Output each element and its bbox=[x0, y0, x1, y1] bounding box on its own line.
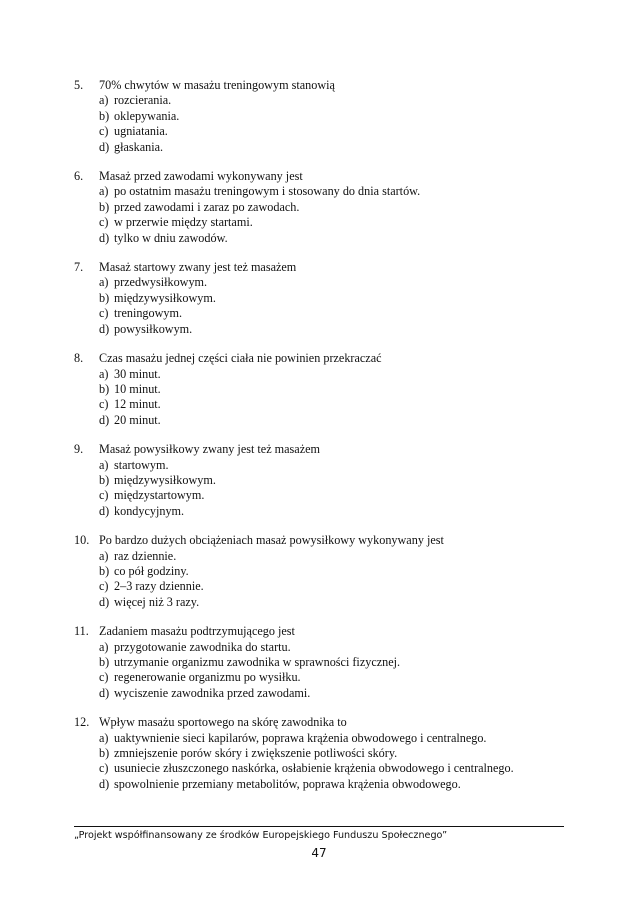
answer-text: raz dziennie. bbox=[114, 548, 177, 563]
answer-letter: b) bbox=[99, 108, 110, 123]
answer-option bbox=[99, 504, 574, 519]
answer-text: więcej niż 3 razy. bbox=[114, 594, 200, 609]
answer-list bbox=[74, 458, 574, 520]
answer-letter: b) bbox=[99, 655, 110, 669]
answer-letter: c) bbox=[99, 761, 109, 776]
answer-letter: a) bbox=[99, 184, 109, 199]
answer-letter: c) bbox=[99, 488, 109, 503]
answer-option bbox=[99, 184, 574, 199]
answer-letter: d) bbox=[99, 594, 110, 609]
answer-letter: d) bbox=[99, 412, 110, 427]
answer-letter: b) bbox=[99, 199, 110, 214]
answer-option bbox=[99, 291, 574, 306]
answer-option bbox=[99, 322, 574, 337]
answer-letter: a) bbox=[99, 93, 109, 108]
answer-option bbox=[99, 397, 574, 412]
answer-letter: c) bbox=[99, 124, 109, 139]
question-item bbox=[74, 351, 574, 428]
question-text: Masaż startowy zwany jest też masażem bbox=[99, 260, 297, 275]
answer-list bbox=[74, 549, 574, 611]
answer-option bbox=[99, 231, 574, 246]
answer-option bbox=[99, 215, 574, 230]
question-item bbox=[74, 169, 574, 246]
answer-option bbox=[99, 670, 574, 685]
answer-letter: d) bbox=[99, 230, 110, 245]
footer-divider bbox=[74, 826, 564, 827]
answer-list bbox=[74, 640, 574, 702]
answer-text: międzywysiłkowym. bbox=[114, 290, 216, 305]
answer-option bbox=[99, 413, 574, 428]
answer-text: usuniecie złuszczonego naskórka, osłabienie krążenia obwodowego i centralnego. bbox=[114, 761, 514, 776]
answer-text: utrzymanie organizmu zawodnika w sprawności fizycznej. bbox=[114, 655, 401, 669]
answer-text: przygotowanie zawodnika do startu. bbox=[114, 639, 291, 654]
answer-text: tylko w dniu zawodów. bbox=[114, 230, 228, 245]
answer-option bbox=[99, 488, 574, 503]
answer-letter: c) bbox=[99, 215, 109, 230]
question-header bbox=[74, 351, 574, 366]
question-item bbox=[74, 533, 574, 610]
question-text: 70% chwytów w masażu treningowym stanowią bbox=[99, 78, 335, 92]
question-header bbox=[74, 169, 574, 184]
answer-letter: d) bbox=[99, 685, 110, 700]
question-text: Wpływ masażu sportowego na skórę zawodnika to bbox=[99, 715, 347, 730]
answer-option bbox=[99, 140, 574, 155]
answer-text: 20 minut. bbox=[114, 412, 161, 427]
question-number: 8. bbox=[74, 351, 84, 366]
answer-text: 2–3 razy dziennie. bbox=[114, 579, 204, 594]
question-number: 7. bbox=[74, 260, 84, 275]
answer-text: zmniejszenie porów skóry i zwiększenie potliwości skóry. bbox=[114, 746, 398, 761]
answer-option bbox=[99, 93, 574, 108]
answer-text: po ostatnim masażu treningowym i stosowany do dnia startów. bbox=[114, 184, 421, 199]
question-number: 5. bbox=[74, 78, 84, 92]
answer-text: ugniatania. bbox=[114, 124, 168, 139]
answer-letter: a) bbox=[99, 366, 109, 381]
question-number: 11. bbox=[74, 624, 89, 639]
question-item bbox=[74, 78, 574, 155]
answer-letter: a) bbox=[99, 275, 109, 290]
answer-letter: d) bbox=[99, 776, 110, 791]
answer-letter: b) bbox=[99, 290, 110, 305]
answer-text: wyciszenie zawodnika przed zawodami. bbox=[114, 685, 311, 700]
page-number: 47 bbox=[311, 846, 327, 860]
answer-text: międzywysiłkowym. bbox=[114, 472, 216, 487]
question-item bbox=[74, 624, 574, 701]
question-item bbox=[74, 260, 574, 337]
answer-option bbox=[99, 473, 574, 488]
question-list bbox=[74, 78, 574, 806]
answer-letter: a) bbox=[99, 457, 109, 472]
question-header bbox=[74, 78, 574, 93]
answer-option bbox=[99, 275, 574, 290]
answer-text: treningowym. bbox=[114, 306, 183, 321]
answer-text: startowym. bbox=[114, 457, 169, 472]
answer-list bbox=[74, 731, 574, 793]
answer-option bbox=[99, 595, 574, 610]
question-text: Zadaniem masażu podtrzymującego jest bbox=[99, 624, 295, 639]
answer-option bbox=[99, 564, 574, 579]
answer-letter: b) bbox=[99, 746, 110, 761]
answer-letter: c) bbox=[99, 306, 109, 321]
answer-letter: a) bbox=[99, 730, 109, 745]
answer-letter: b) bbox=[99, 381, 110, 396]
question-text: Po bardzo dużych obciążeniach masaż powysiłkowy wykonywany jest bbox=[99, 533, 444, 548]
answer-letter: c) bbox=[99, 579, 109, 594]
answer-option bbox=[99, 367, 574, 382]
answer-option bbox=[99, 458, 574, 473]
answer-text: regenerowanie organizmu po wysiłku. bbox=[114, 670, 301, 685]
question-number: 10. bbox=[74, 533, 90, 548]
answer-option bbox=[99, 549, 574, 564]
footer-project-note: „Projekt współfinansowany ze środków Europejskiego Funduszu Społecznego” bbox=[74, 830, 448, 841]
answer-text: oklepywania. bbox=[114, 108, 180, 123]
answer-option bbox=[99, 109, 574, 124]
question-number: 9. bbox=[74, 442, 84, 457]
question-number: 6. bbox=[74, 169, 84, 184]
answer-text: powysiłkowym. bbox=[114, 321, 193, 336]
answer-list bbox=[74, 367, 574, 429]
answer-option bbox=[99, 640, 574, 655]
answer-text: głaskania. bbox=[114, 139, 164, 154]
answer-list bbox=[74, 93, 574, 155]
answer-option bbox=[99, 777, 574, 792]
question-item bbox=[74, 442, 574, 519]
question-text: Masaż powysiłkowy zwany jest też masażem bbox=[99, 442, 320, 457]
answer-text: 10 minut. bbox=[114, 381, 161, 396]
answer-letter: a) bbox=[99, 548, 109, 563]
answer-text: rozcierania. bbox=[114, 93, 172, 108]
answer-letter: c) bbox=[99, 670, 109, 685]
answer-text: 12 minut. bbox=[114, 397, 161, 412]
question-text: Czas masażu jednej części ciała nie powinien przekraczać bbox=[99, 351, 382, 366]
answer-option bbox=[99, 761, 574, 776]
question-text: Masaż przed zawodami wykonywany jest bbox=[99, 169, 303, 184]
answer-letter: b) bbox=[99, 472, 110, 487]
question-header bbox=[74, 715, 574, 730]
answer-list bbox=[74, 184, 574, 246]
answer-text: co pół godziny. bbox=[114, 563, 189, 578]
answer-letter: a) bbox=[99, 639, 109, 654]
answer-option bbox=[99, 686, 574, 701]
answer-option bbox=[99, 579, 574, 594]
answer-option bbox=[99, 746, 574, 761]
answer-letter: d) bbox=[99, 139, 110, 154]
answer-option bbox=[99, 124, 574, 139]
answer-letter: d) bbox=[99, 321, 110, 336]
question-header bbox=[74, 624, 574, 639]
question-header bbox=[74, 442, 574, 457]
answer-option bbox=[99, 655, 574, 670]
question-header bbox=[74, 260, 574, 275]
answer-letter: c) bbox=[99, 397, 109, 412]
question-header bbox=[74, 533, 574, 548]
answer-text: przedwysiłkowym. bbox=[114, 275, 208, 290]
answer-text: 30 minut. bbox=[114, 366, 161, 381]
answer-letter: d) bbox=[99, 503, 110, 518]
answer-option bbox=[99, 382, 574, 397]
answer-option bbox=[99, 731, 574, 746]
question-item bbox=[74, 715, 574, 792]
answer-text: kondycyjnym. bbox=[114, 503, 185, 518]
answer-text: przed zawodami i zaraz po zawodach. bbox=[114, 199, 300, 214]
answer-option bbox=[99, 200, 574, 215]
answer-text: uaktywnienie sieci kapilarów, poprawa krążenia obwodowego i centralnego. bbox=[114, 730, 487, 745]
answer-letter: b) bbox=[99, 563, 110, 578]
answer-text: spowolnienie przemiany metabolitów, poprawa krążenia obwodowego. bbox=[114, 776, 461, 791]
answer-option bbox=[99, 306, 574, 321]
answer-text: w przerwie między startami. bbox=[114, 215, 253, 230]
question-number: 12. bbox=[74, 715, 90, 730]
answer-text: międzystartowym. bbox=[114, 488, 205, 503]
answer-list bbox=[74, 275, 574, 337]
